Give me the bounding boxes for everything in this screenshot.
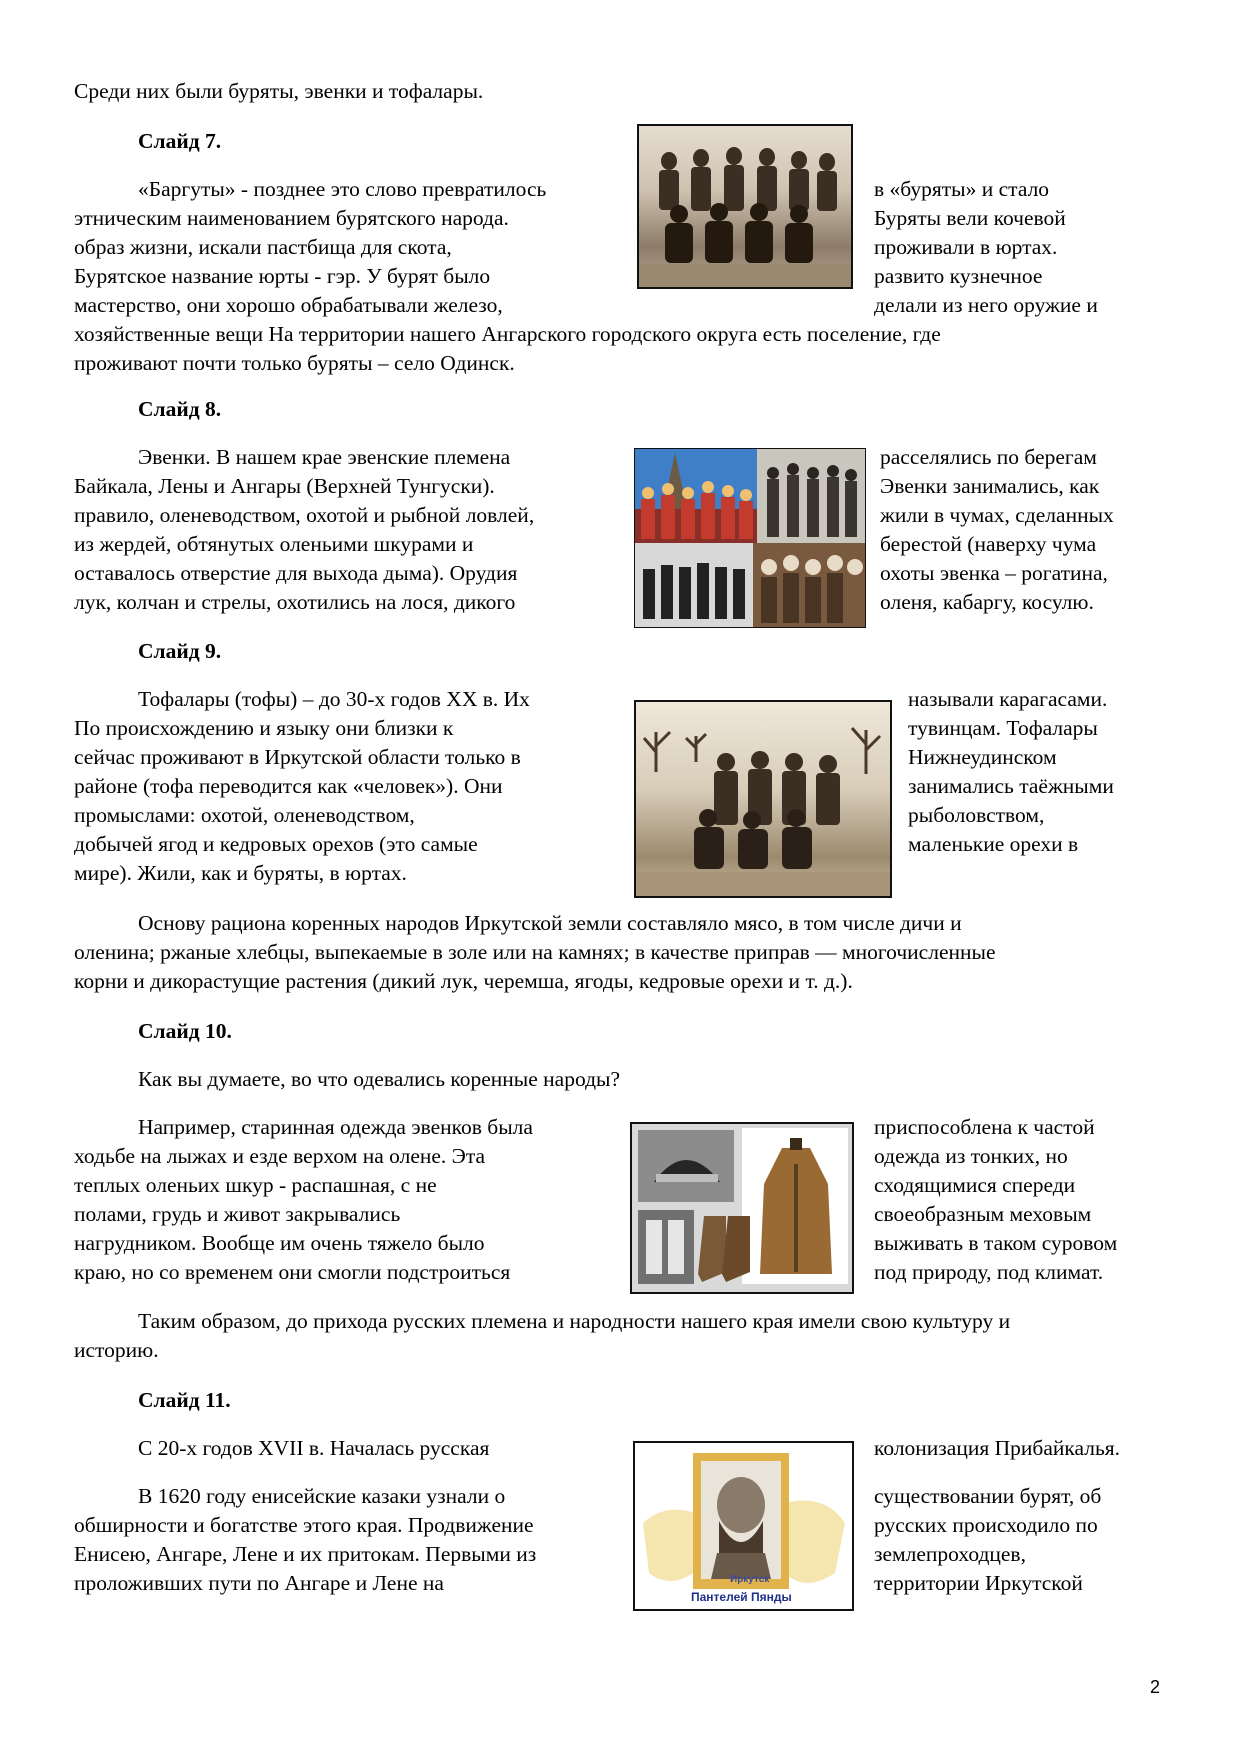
s11-right-line: землепроходцев, [874,1542,1026,1566]
buryat-figures-graphic [639,126,851,287]
diet-line: Основу рациона коренных народов Иркутской земли составляло мясо, в том числе дичи и [138,911,962,935]
s11-p1-left: С 20-х годов XVII в. Началась русская [138,1436,490,1460]
slide-7-heading: Слайд 7. [138,129,222,153]
s10-left-line: краю, но со временем они смогли подстроиться [74,1260,511,1284]
conclusion-line: Таким образом, до прихода русских племена и народности нашего края имели свою культуру и [138,1309,1011,1333]
s10-right-line: приспособлена к частой [874,1115,1095,1139]
s8-left-line: лук, колчан и стрелы, охотились на лося, дикого [74,590,516,614]
s11-left-line: В 1620 году енисейские казаки узнали о [138,1484,506,1508]
s8-left-line: из жердей, обтянутых оленьими шкурами и [74,532,474,556]
s9-right-line: называли карагасами. [908,687,1108,711]
s7-right-line: делали из него оружие и [874,293,1098,317]
s11-left-line: Енисею, Ангаре, Лене и их притокам. Первыми из [74,1542,537,1566]
s10-left-line: теплых оленьих шкур - распашная, с не [74,1173,437,1197]
tofalar-figures-graphic [636,702,890,896]
s8-left-line: оставалось отверстие для выхода дыма). Орудия [74,561,518,585]
s9-left-line: По происхождению и языку они близки к [74,716,454,740]
evenk-clothing-graphic [632,1124,852,1292]
s7-right-line: в «буряты» и стало [874,177,1050,201]
slide-10-heading: Слайд 10. [138,1019,232,1043]
page-number: 2 [1150,1677,1161,1697]
s9-right-line: занимались таёжными [908,774,1114,798]
s9-right-line: Нижнеудинском [908,745,1057,769]
s8-left-line: Эвенки. В нашем крае эвенские племена [138,445,511,469]
evenk-clothing-photo [630,1122,854,1294]
s9-left-line: сейчас проживают в Иркутской области только в [74,745,521,769]
s7-left-line: этническим наименованием бурятского народа. [74,206,509,230]
s7-left-line: Бурятское название юрты - гэр. У бурят было [74,264,491,288]
s8-left-line: Байкала, Лены и Ангары (Верхней Тунгуски). [74,474,495,498]
s11-right-line: территории Иркутской [874,1571,1083,1595]
s10-left-line: полами, грудь и живот закрывались [74,1202,401,1226]
s7-full-line: проживают почти только буряты – село Одинск. [74,351,515,375]
s10-question: Как вы думаете, во что одевались коренные народы? [138,1067,621,1091]
image-caption-top: Иркутск [730,1574,770,1585]
s9-right-line: тувинцам. Тофалары [908,716,1098,740]
s8-right-line: охоты эвенка – рогатина, [880,561,1108,585]
s10-left-line: ходьбе на лыжах и езде верхом на олене. Эта [74,1144,486,1168]
s10-right-line: сходящимися спереди [874,1173,1076,1197]
evenk-collage-graphic [635,449,865,627]
slide-11-heading: Слайд 11. [138,1388,231,1412]
s7-right-line: Буряты вели кочевой [874,206,1066,230]
s11-left-line: обширности и богатстве этого края. Продвижение [74,1513,534,1537]
s11-left-line: проложивших пути по Ангаре и Лене на [74,1571,444,1595]
s9-left-line: районе (тофа переводится как «человек»). Они [74,774,503,798]
s8-right-line: Эвенки занимались, как [880,474,1100,498]
s9-left-line: промыслами: охотой, оленеводством, [74,803,415,827]
evenk-collage-photo [634,448,866,628]
s11-right-line: существовании бурят, об [874,1484,1102,1508]
s10-right-line: под природу, под климат. [874,1260,1104,1284]
pyanda-portrait-image [633,1441,854,1611]
s11-p1-right: колонизация Прибайкалья. [874,1436,1121,1460]
slide-8-heading: Слайд 8. [138,397,222,421]
intro-line: Среди них были буряты, эвенки и тофалары. [74,79,484,103]
s10-left-line: нагрудником. Вообще им очень тяжело было [74,1231,485,1255]
buryat-group-photo [637,124,853,289]
diet-line: оленина; ржаные хлебцы, выпекаемые в золе или на камнях; в качестве приправ — многочисленные [74,940,996,964]
tofalar-group-photo [634,700,892,898]
s9-right-line: маленькие орехи в [908,832,1079,856]
conclusion-line: историю. [74,1338,159,1362]
s9-left-line: мире). Жили, как и буряты, в юртах. [74,861,407,885]
s7-right-line: проживали в юртах. [874,235,1058,259]
s7-right-line: развито кузнечное [874,264,1043,288]
diet-line: корни и дикорастущие растения (дикий лук, черемша, ягоды, кедровые орехи и т. д.). [74,969,853,993]
image-caption: Пантелей Пянды [691,1590,792,1604]
s10-right-line: одежда из тонких, но [874,1144,1068,1168]
s7-left-line: «Баргуты» - позднее это слово превратилось [138,177,547,201]
s9-left-line: добычей ягод и кедровых орехов (это самые [74,832,478,856]
s8-right-line: жили в чумах, сделанных [880,503,1114,527]
s9-right-line: рыболовством, [908,803,1045,827]
s7-left-line: образ жизни, искали пастбища для скота, [74,235,452,259]
s7-left-line: мастерство, они хорошо обрабатывали железо, [74,293,503,317]
s8-right-line: берестой (наверху чума [880,532,1097,556]
s8-left-line: правило, оленеводством, охотой и рыбной ловлей, [74,503,535,527]
slide-9-heading: Слайд 9. [138,639,222,663]
s10-right-line: выживать в таком суровом [874,1231,1118,1255]
s7-full-line: хозяйственные вещи На территории нашего Ангарского городского округа есть поселение, где [74,322,941,346]
s8-right-line: расселялись по берегам [880,445,1097,469]
s9-left-line: Тофалары (тофы) – до 30-х годов XX в. Их [138,687,530,711]
s10-left-line: Например, старинная одежда эвенков была [138,1115,533,1139]
s10-right-line: своеобразным меховым [874,1202,1092,1226]
s11-right-line: русских происходило по [874,1513,1098,1537]
s8-right-line: оленя, кабаргу, косулю. [880,590,1094,614]
